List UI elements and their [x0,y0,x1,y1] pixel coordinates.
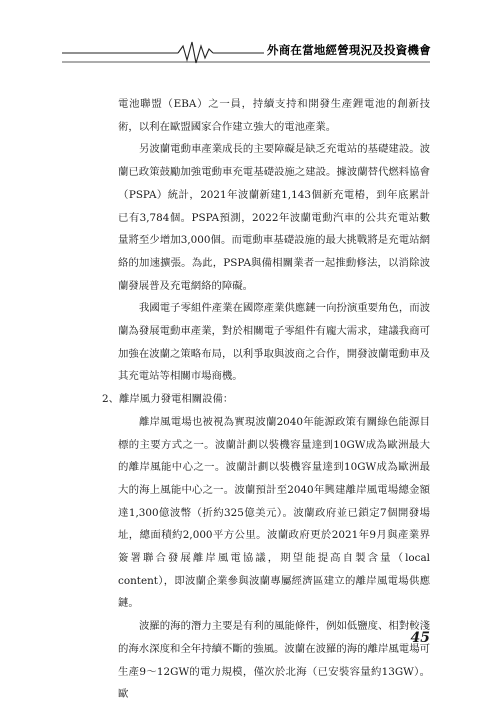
page-number: 45 [410,630,430,646]
paragraph: 波羅的海的潛力主要是有利的風能條件，例如低鹽度、相對較淺的海水深度和全年持續不斷的強風。波蘭在波羅的海的離岸風電場可生產9～12GW的電力規模，僅次於北海（已安裝容量約13GW）。歐 [118,620,430,701]
section-offshore-wind [102,388,430,706]
running-header-title: 外商在當地經營現況及投資機會 [267,43,431,57]
paragraph: 電池聯盟（EBA）之一員，持續支持和開發生產鋰電池的創新技術，以利在歐盟國家合作建立強大的電池產業。 [118,98,430,133]
paragraph: 我國電子零組件產業在國際產業供應鏈一向扮演重要角色，而波蘭為發展電動車產業，對於相關電子零組件有龐大需求，建議我商可加強在波蘭之策略布局，以利爭取與波商之合作，開發波蘭電動車及其充電站等相關市場商機。 [118,302,430,383]
page-body [102,93,430,706]
section-heading: 2、離岸風力發電相關設備： [102,393,234,406]
paragraph: 另波蘭電動車產業成長的主要障礙是缺乏充電站的基礎建設。波蘭已政策鼓勵加強電動車充電基礎設施之建設。據波蘭替代燃料協會（PSPA）統計，2021年波蘭新建1,143個新充電樁，到年底累計已有3,784個。PSPA預測，2022年波蘭電動汽車的公共充電站數量將至少增加3,000個。而電動車基礎設施的最大挑戰將是充電站網絡的加速擴張。為此，PSPA與備相關業者一起推動修法，以消除波蘭發展普及充電網絡的障礙。 [118,143,430,292]
paragraph: 離岸風電場也被視為實現波蘭2040年能源政策有關綠色能源目標的主要方式之一。波蘭計劃以裝機容量達到10GW成為歐洲最大的離岸風能中心之一。波蘭計劃以裝機容量達到10GW成為歐洲最大的海上風能中心之一。波蘭預計至2040年興建離岸風電場總金額達1,300億波幣（折約325億美元）。波蘭政府並已鎖定7個開發場址，總面積約2,000平方公里。波蘭政府更於2021年9月與產業界簽署聯合發展離岸風電協議，期望能提高自製含量（local content），即波蘭企業參與波蘭專屬經濟區建立的離岸風電場供應鏈。 [118,415,430,610]
section-body [118,411,430,706]
page-header [0,36,480,66]
